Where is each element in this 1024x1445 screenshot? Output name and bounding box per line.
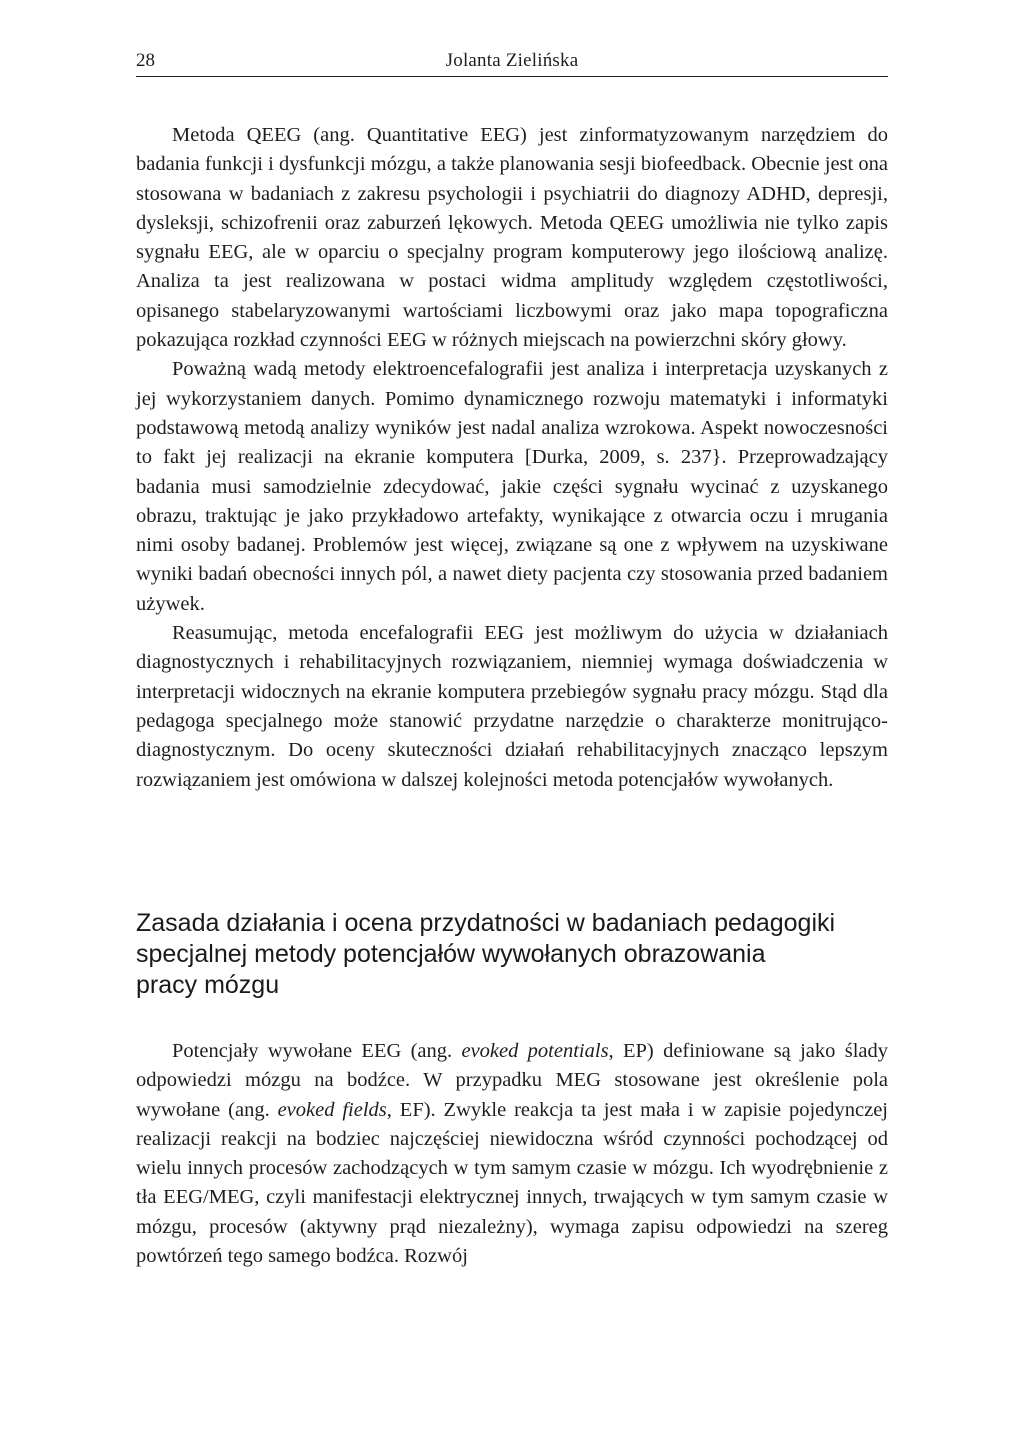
section-heading-line-2: specjalnej metody potencjałów wywołanych obrazowania [136, 940, 766, 968]
section-heading-line-3: pracy mózgu [136, 971, 280, 999]
paragraph-qeeg: Metoda QEEG (ang. Quantitative EEG) jest zinformatyzowanym narzędziem do badania funkcji i dysfunkcji mózgu, a także planowania sesji biofeedback. Obecnie jest ona stosowana w badaniach z zakresu psychologii i psychiatrii do diagnozy ADHD, depresji, dysleksji, schizofrenii oraz zaburzeń lękowych. Metoda QEEG umożliwia nie tylko zapis sygnału EEG, ale w oparciu o specjalny program komputerowy jego ilościową analizę. Analiza ta jest realizowana w postaci widma amplitudy względem częstotliwości, opisanego stabelaryzowanymi wartościami liczbowymi oraz jako mapa topograficzna pokazująca rozkład czynności EEG w różnych miejscach na powierzchni skóry głowy. [136, 124, 888, 352]
section-heading-line-1: Zasada działania i ocena przydatności w badaniach pedagogiki [136, 909, 836, 937]
page-number: 28 [136, 50, 155, 71]
paragraph-evoked-potentials [136, 1037, 888, 1271]
section-heading [136, 908, 888, 1001]
paragraph-summary: Reasumując, metoda encefalografii EEG jest możliwym do użycia w działaniach diagnostycznych i rehabilitacyjnych rozwiązaniem, niemniej wymaga doświadczenia w interpretacji widocznych na ekranie komputera przebiegów sygnału pracy mózgu. Stąd dla pedagoga specjalnego może stanowić przydatne narzędzie o charakterze monitrująco-diagnostycznym. Do oceny skuteczności działań rehabilitacyjnych znacząco lepszym rozwiązaniem jest omówiona w dalszej kolejności metoda potencjałów wywołanych. [136, 622, 888, 791]
body-text-after-heading [136, 1037, 888, 1271]
text-run: , EP) definiowane są jako ślady odpowiedzi mózgu na bodźce. W przypadku MEG stosowane jest określenie pola wywołane (ang. [136, 1040, 888, 1121]
running-head-author: Jolanta Zielińska [445, 50, 579, 71]
text-run: Potencjały wywołane EEG (ang. [172, 1040, 462, 1062]
italic-term-evoked-potentials: evoked potentials [461, 1040, 609, 1062]
paragraph-eeg-drawbacks: Poważną wadą metody elektroencefalografii jest analiza i interpretacja uzyskanych z jej wykorzystaniem danych. Pomimo dynamicznego rozwoju matematyki i informatyki podstawową metodą analizy wyników jest nadal analiza wzrokowa. Aspekt nowoczesności to fakt jej realizacji na ekranie komputera [Durka, 2009, s. 237}. Przeprowadzający badania musi samodzielnie zdecydować, jakie części sygnału wycinać z uzyskanego obrazu, traktując je jako przykładowo artefakty, wynikające z otwarcia oczu i mrugania nimi osoby badanej. Problemów jest więcej, związane są one z wpływem na uzyskiwane wyniki badań obecności innych pól, a nawet diety pacjenta czy stosowania przed badaniem używek. [136, 358, 888, 615]
italic-term-evoked-fields: evoked fields [277, 1098, 387, 1121]
text-run: , EF). Zwykle reakcja ta jest mała i w zapisie pojedynczej realizacji reakcji na bodziec najczęściej niewidoczna wśród czynności pochodzącej od wielu innych procesów zachodzących w tym samym czasie w mózgu. Ich wyodrębnienie z tła EEG/MEG, czyli manifestacji elektrycznej innych, trwających w tym samym czasie w mózgu, procesów (aktywny prąd niezależny), wymaga zapisu odpowiedzi na szereg powtórzeń tego samego bodźca. Rozwój [136, 1098, 888, 1268]
body-text-before-heading [136, 121, 888, 795]
running-head [136, 46, 888, 77]
